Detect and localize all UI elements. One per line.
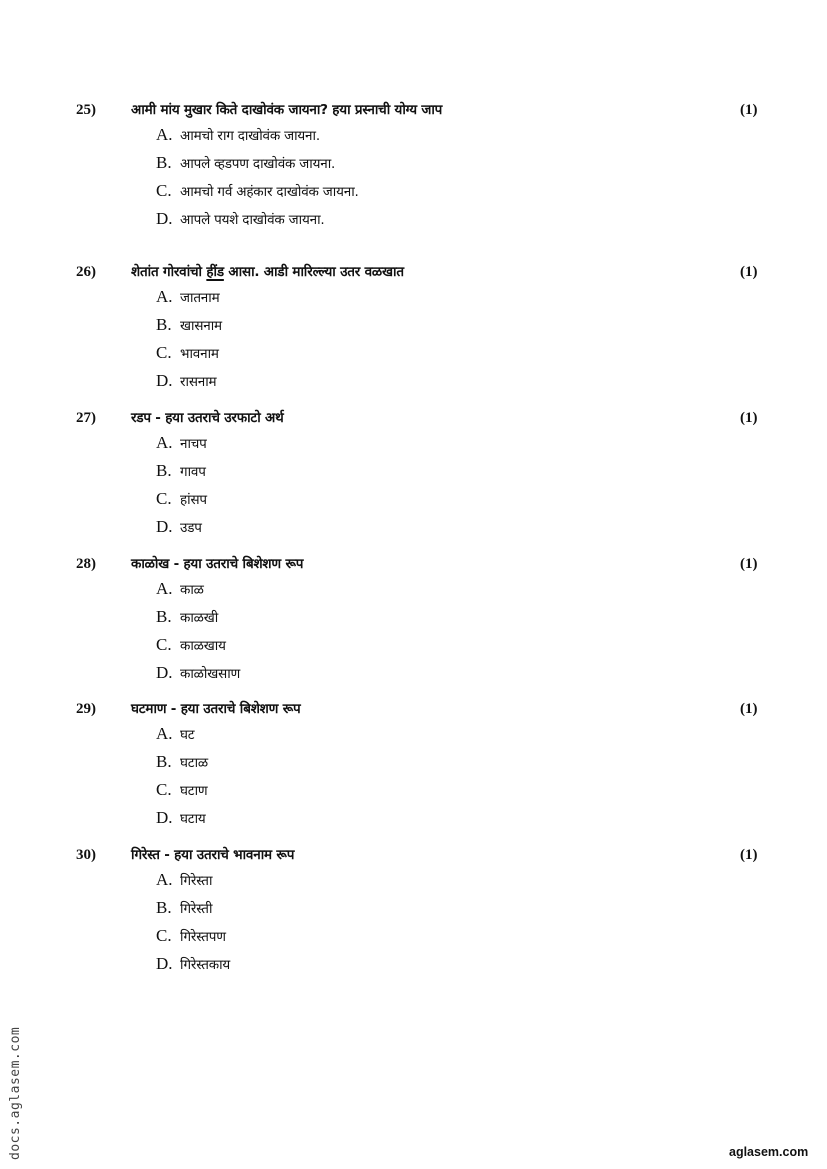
question-header — [0, 407, 827, 431]
option-letter: A. — [156, 125, 173, 144]
option-letter: B. — [156, 461, 172, 480]
option-text: गिरेस्ती — [180, 901, 213, 917]
question-marks: (1) — [740, 264, 758, 280]
question-text-part: काळोख - हया उतराचे बिशेशण रूप — [131, 556, 304, 572]
question-text-part: गिरेस्त - हया उतराचे भावनाम रूप — [131, 847, 295, 863]
option-list — [156, 868, 230, 980]
question-26 — [0, 261, 827, 390]
option-letter: A. — [156, 287, 173, 306]
option-letter: C. — [156, 780, 172, 799]
option-text: खासनाम — [180, 318, 222, 334]
option-text: आमचो राग दाखोवंक जायना. — [180, 128, 320, 144]
question-marks: (1) — [740, 410, 758, 426]
option-a — [156, 577, 240, 605]
option-letter: B. — [156, 898, 172, 917]
option-b — [156, 459, 207, 487]
question-text — [131, 261, 404, 283]
option-letter: A. — [156, 433, 173, 452]
question-header — [0, 99, 827, 123]
side-watermark: docs.aglasem.com — [8, 1026, 23, 1160]
option-b — [156, 151, 359, 179]
question-header — [0, 698, 827, 722]
option-text: हांसप — [180, 492, 207, 508]
question-number: 27) — [76, 410, 96, 426]
question-text — [131, 844, 294, 866]
option-letter: A. — [156, 579, 173, 598]
question-number: 28) — [76, 556, 96, 572]
option-text: गिरेस्तपण — [180, 929, 226, 945]
option-text: घटाण — [180, 783, 208, 799]
question-text-part: शेतांत गोरवांचो — [131, 264, 207, 280]
option-letter: D. — [156, 517, 173, 536]
question-text-part: घटमाण - हया उतराचे बिशेशण रूप — [131, 701, 301, 717]
option-c — [156, 341, 222, 369]
question-29 — [0, 698, 827, 827]
option-letter: D. — [156, 808, 173, 827]
option-a — [156, 123, 359, 151]
option-letter: C. — [156, 181, 172, 200]
question-header — [0, 844, 827, 868]
question-marks: (1) — [740, 556, 758, 572]
option-b — [156, 605, 240, 633]
question-number: 29) — [76, 701, 96, 717]
footer-watermark: aglasem.com — [729, 1145, 809, 1159]
question-28 — [0, 553, 827, 682]
option-d — [156, 369, 222, 397]
option-text: आमचो गर्व अहंकार दाखोवंक जायना. — [180, 184, 359, 200]
option-text: घटाय — [180, 811, 206, 827]
question-marks: (1) — [740, 102, 758, 118]
option-text: काळखी — [180, 610, 219, 626]
option-text: काळोखसाण — [180, 666, 241, 682]
option-d — [156, 952, 230, 980]
option-letter: A. — [156, 870, 173, 889]
question-text — [131, 99, 442, 121]
option-letter: B. — [156, 315, 172, 334]
option-text: रासनाम — [180, 374, 217, 390]
option-b — [156, 313, 222, 341]
option-d — [156, 207, 359, 235]
question-header — [0, 261, 827, 285]
question-30 — [0, 844, 827, 973]
option-a — [156, 722, 208, 750]
option-c — [156, 633, 240, 661]
option-text: नाचप — [180, 436, 207, 452]
question-text — [131, 407, 284, 429]
option-list — [156, 722, 208, 834]
option-c — [156, 778, 208, 806]
option-letter: A. — [156, 724, 173, 743]
question-text — [131, 553, 303, 575]
option-text: जातनाम — [180, 290, 220, 306]
question-marks: (1) — [740, 847, 758, 863]
question-27 — [0, 407, 827, 536]
option-letter: D. — [156, 663, 173, 682]
option-c — [156, 179, 359, 207]
option-c — [156, 924, 230, 952]
option-b — [156, 896, 230, 924]
option-letter: C. — [156, 343, 172, 362]
question-text-part: आसा. आडी मारिल्ल्या उतर वळखात — [223, 264, 404, 280]
option-text: काळखाय — [180, 638, 226, 654]
option-text: काळ — [180, 582, 204, 598]
option-text: आपले पयशे दाखोवंक जायना. — [180, 212, 325, 228]
underlined-word: हींड — [206, 264, 224, 280]
option-c — [156, 487, 207, 515]
option-d — [156, 515, 207, 543]
option-a — [156, 868, 230, 896]
option-list — [156, 285, 222, 397]
question-25 — [0, 99, 827, 228]
option-letter: B. — [156, 153, 172, 172]
option-a — [156, 431, 207, 459]
option-text: गिरेस्तकाय — [180, 957, 231, 973]
question-number: 26) — [76, 264, 96, 280]
question-number: 30) — [76, 847, 96, 863]
option-letter: D. — [156, 209, 173, 228]
option-letter: C. — [156, 926, 172, 945]
option-letter: B. — [156, 752, 172, 771]
question-text — [131, 698, 300, 720]
option-text: उडप — [180, 520, 202, 536]
option-list — [156, 123, 359, 235]
option-letter: C. — [156, 635, 172, 654]
option-letter: D. — [156, 954, 173, 973]
option-letter: D. — [156, 371, 173, 390]
question-text-part: आमी मांय मुखार किते दाखोवंक जायना? हया प्रस्नाची योग्य जाप — [131, 102, 443, 118]
option-b — [156, 750, 208, 778]
option-a — [156, 285, 222, 313]
option-list — [156, 431, 207, 543]
option-d — [156, 661, 240, 689]
option-d — [156, 806, 208, 834]
option-letter: B. — [156, 607, 172, 626]
option-list — [156, 577, 240, 689]
option-text: घट — [180, 727, 195, 743]
question-text-part: रडप - हया उतराचे उरफाटो अर्थ — [131, 410, 284, 426]
option-text: गिरेस्ता — [180, 873, 213, 889]
option-text: भावनाम — [180, 346, 219, 362]
option-text: आपले व्हडपण दाखोवंक जायना. — [180, 156, 336, 172]
question-marks: (1) — [740, 701, 758, 717]
option-letter: C. — [156, 489, 172, 508]
option-text: गावप — [180, 464, 206, 480]
option-text: घटाळ — [180, 755, 208, 771]
question-number: 25) — [76, 102, 96, 118]
question-header — [0, 553, 827, 577]
